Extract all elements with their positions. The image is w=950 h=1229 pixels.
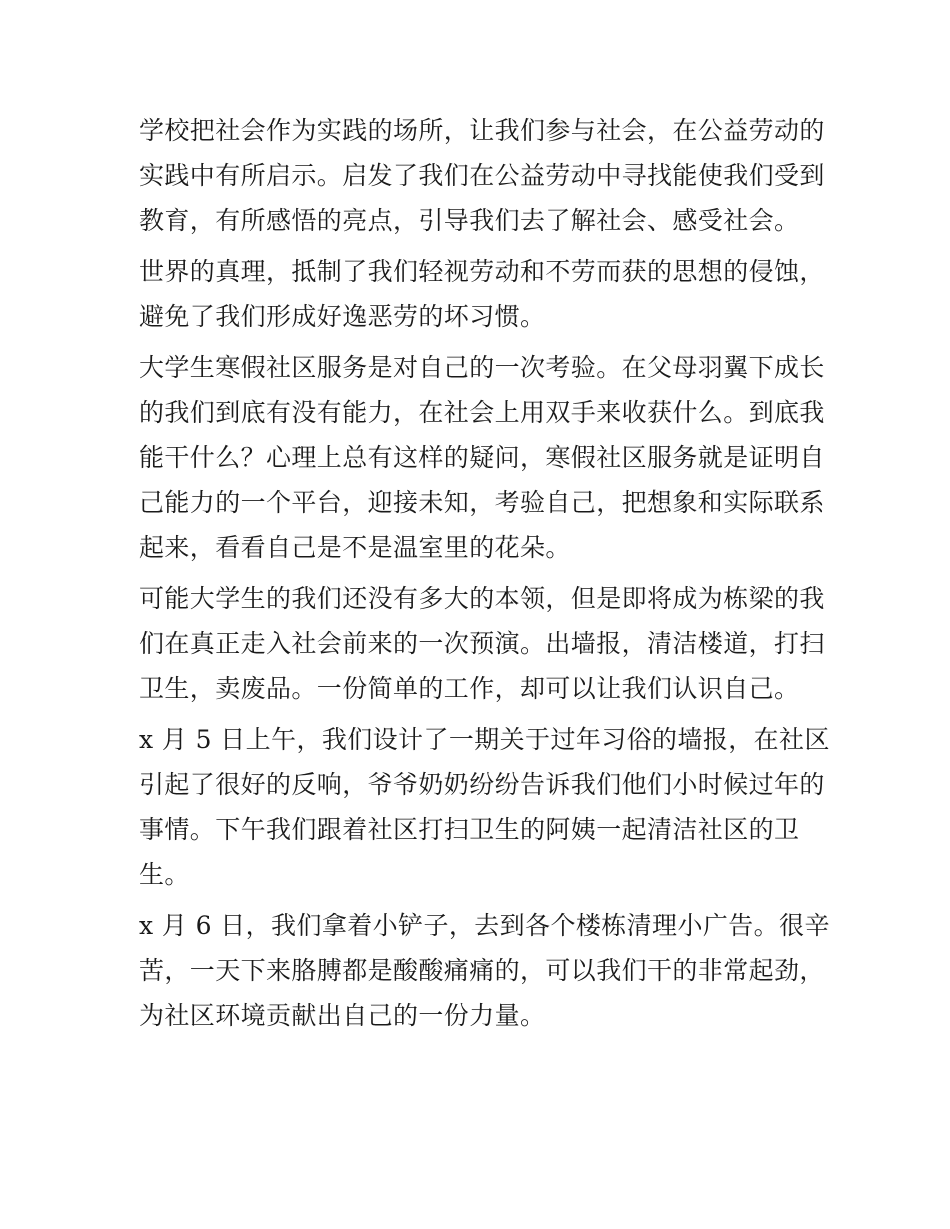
text-line: 实践中有所启示。启发了我们在公益劳动中寻找能使我们受到 <box>139 161 825 190</box>
text-line: 世界的真理，抵制了我们轻视劳动和不劳而获的思想的侵蚀， <box>139 257 825 286</box>
text-line: 大学生寒假社区服务是对自己的一次考验。在父母羽翼下成长 <box>139 353 825 382</box>
paragraph-1 <box>139 108 825 243</box>
paragraph-2 <box>139 249 825 339</box>
text-line: 能干什么？心理上总有这样的疑问，寒假社区服务就是证明自 <box>139 443 825 472</box>
text-line: 的我们到底有没有能力，在社会上用双手来收获什么。到底我 <box>139 398 825 427</box>
text-line: 教育，有所感悟的亮点，引导我们去了解社会、感受社会。 <box>139 206 800 235</box>
text-line: 生。 <box>139 860 190 889</box>
paragraph-4 <box>139 576 825 711</box>
text-line: 己能力的一个平台，迎接未知，考验自己，把想象和实际联系 <box>139 488 825 517</box>
text-line: x 月 6 日，我们拿着小铲子，去到各个楼栋清理小广告。很辛 <box>139 911 830 940</box>
text-line: 卫生，卖废品。一份简单的工作，却可以让我们认识自己。 <box>139 674 800 703</box>
text-line: 为社区环境贡献出自己的一份力量。 <box>139 1001 546 1030</box>
text-line: 起来，看看自己是不是温室里的花朵。 <box>139 533 571 562</box>
text-line: x 月 5 日上午，我们设计了一期关于过年习俗的墙报，在社区 <box>139 725 830 754</box>
text-line: 引起了很好的反响，爷爷奶奶纷纷告诉我们他们小时候过年的 <box>139 770 825 799</box>
text-line: 们在真正走入社会前来的一次预演。出墙报，清洁楼道，打扫 <box>139 629 825 658</box>
text-line: 事情。下午我们跟着社区打扫卫生的阿姨一起清洁社区的卫 <box>139 815 800 844</box>
text-line: 苦，一天下来胳膊都是酸酸痛痛的，可以我们干的非常起劲， <box>139 956 825 985</box>
paragraph-5 <box>139 717 830 897</box>
document-body <box>139 108 830 1044</box>
text-line: 避免了我们形成好逸恶劳的坏习惯。 <box>139 302 546 331</box>
text-line: 学校把社会作为实践的场所，让我们参与社会，在公益劳动的 <box>139 116 825 145</box>
text-line: 可能大学生的我们还没有多大的本领，但是即将成为栋梁的我 <box>139 584 825 613</box>
paragraph-6 <box>139 903 830 1038</box>
paragraph-3 <box>139 345 825 570</box>
